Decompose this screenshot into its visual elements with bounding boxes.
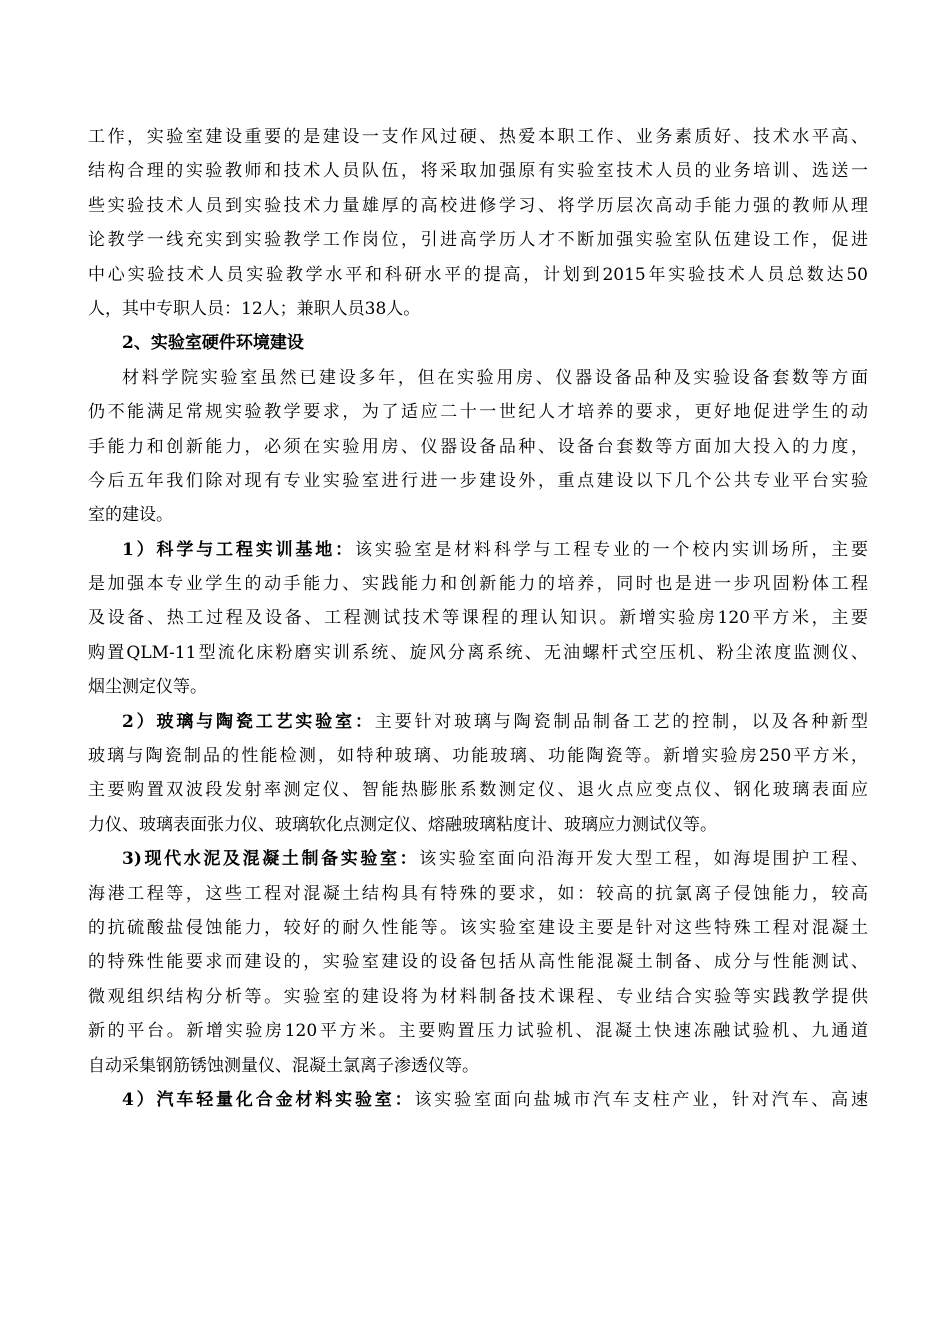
lab-description: 主要针对玻璃与陶瓷制品制备工艺的控制，以及各种新型 bbox=[374, 711, 868, 732]
lab-description: 该实验室是材料科学与工程专业的一个校内实训场所，主要 bbox=[354, 539, 868, 560]
text-line: 烟尘测定仪等。 bbox=[88, 677, 207, 698]
document-page bbox=[88, 120, 868, 1117]
text-line: 室的建设。 bbox=[88, 505, 173, 526]
text-line: 海港工程等，这些工程对混凝土结构具有特殊的要求，如：较高的抗氯离子侵蚀能力，较高 bbox=[88, 883, 868, 904]
text-line: 力仪、玻璃表面张力仪、玻璃软化点测定仪、熔融玻璃粘度计、玻璃应力测试仪等。 bbox=[88, 814, 717, 835]
text-line: 手能力和创新能力，必须在实验用房、仪器设备品种、设备台套数等方面加大投入的力度， bbox=[88, 436, 868, 457]
text-line: 今后五年我们除对现有专业实验室进行进一步建设外，重点建设以下几个公共专业平台实验 bbox=[88, 470, 868, 491]
text-line: 些实验技术人员到实验技术力量雄厚的高校进修学习、将学历层次高动手能力强的教师从理 bbox=[88, 195, 868, 216]
text-line: 工作，实验室建设重要的是建设一支作风过硬、热爱本职工作、业务素质好、技术水平高、 bbox=[88, 127, 868, 147]
lab-title: 3)现代水泥及混凝土制备实验室： bbox=[122, 849, 420, 870]
text-line: 仍不能满足常规实验教学要求，为了适应二十一世纪人才培养的要求，更好地促进学生的动 bbox=[88, 402, 868, 423]
paragraph-lab-4 bbox=[88, 1083, 868, 1117]
text-line: 微观组织结构分析等。实验室的建设将为材料制备技术课程、专业结合实验等实践教学提供 bbox=[88, 986, 868, 1007]
text-line bbox=[88, 533, 868, 567]
lab-description: 该实验室面向盐城市汽车支柱产业，针对汽车、高速 bbox=[414, 1089, 868, 1110]
lab-title: 1）科学与工程实训基地： bbox=[122, 539, 355, 560]
text-line: 论教学一线充实到实验教学工作岗位，引进高学历人才不断加强实验室队伍建设工作，促进 bbox=[88, 230, 868, 251]
text-line: 的抗硫酸盐侵蚀能力，较好的耐久性能等。该实验室建设主要是针对这些特殊工程对混凝土 bbox=[88, 917, 868, 938]
text-line: 新的平台。新增实验房120平方米。主要购置压力试验机、混凝土快速冻融试验机、九通道 bbox=[88, 1021, 868, 1042]
text-line: 的特殊性能要求而建设的，实验室建设的设备包括从高性能混凝土制备、成分与性能测试、 bbox=[88, 952, 868, 973]
text-line bbox=[88, 705, 868, 739]
text-line: 玻璃与陶瓷制品的性能检测，如特种玻璃、功能玻璃、功能陶瓷等。新增实验房250平方米， bbox=[88, 746, 868, 767]
text-line bbox=[88, 842, 868, 876]
lab-title: 2）玻璃与陶瓷工艺实验室： bbox=[122, 711, 375, 732]
paragraph-lab-2 bbox=[88, 705, 868, 843]
text-line: 是加强本专业学生的动手能力、实践能力和创新能力的培养，同时也是进一步巩固粉体工程 bbox=[88, 574, 868, 595]
text-line: 人，其中专职人员：12人；兼职人员38人。 bbox=[88, 298, 421, 319]
section-heading: 2、实验室硬件环境建设 bbox=[122, 333, 304, 354]
text-line: 材料学院实验室虽然已建设多年，但在实验用房、仪器设备品种及实验设备套数等方面 bbox=[122, 367, 868, 388]
text-line bbox=[88, 1083, 868, 1117]
text-line: 自动采集钢筋锈蚀测量仪、混凝土氯离子渗透仪等。 bbox=[88, 1055, 479, 1076]
text-line: 购置QLM-11型流化床粉磨实训系统、旋风分离系统、无油螺杆式空压机、粉尘浓度监测仪、 bbox=[88, 642, 868, 663]
paragraph-lab-3 bbox=[88, 842, 868, 1083]
text-line: 中心实验技术人员实验教学水平和科研水平的提高，计划到2015年实验技术人员总数达50 bbox=[88, 264, 868, 285]
paragraph-lab-1 bbox=[88, 533, 868, 705]
lab-title: 4）汽车轻量化合金材料实验室： bbox=[122, 1089, 415, 1110]
text-line: 主要购置双波段发射率测定仪、智能热膨胀系数测定仪、退火点应变点仪、钢化玻璃表面应 bbox=[88, 780, 868, 801]
paragraph-hardware-environment bbox=[88, 361, 868, 533]
paragraph-team-building bbox=[88, 120, 868, 326]
text-line: 及设备、热工过程及设备、工程测试技术等课程的理认知识。新增实验房120平方米，主要 bbox=[88, 608, 868, 629]
lab-description: 该实验室面向沿海开发大型工程，如海堤围护工程、 bbox=[419, 849, 868, 870]
text-line: 结构合理的实验教师和技术人员队伍，将采取加强原有实验室技术人员的业务培训、选送一 bbox=[88, 161, 868, 182]
